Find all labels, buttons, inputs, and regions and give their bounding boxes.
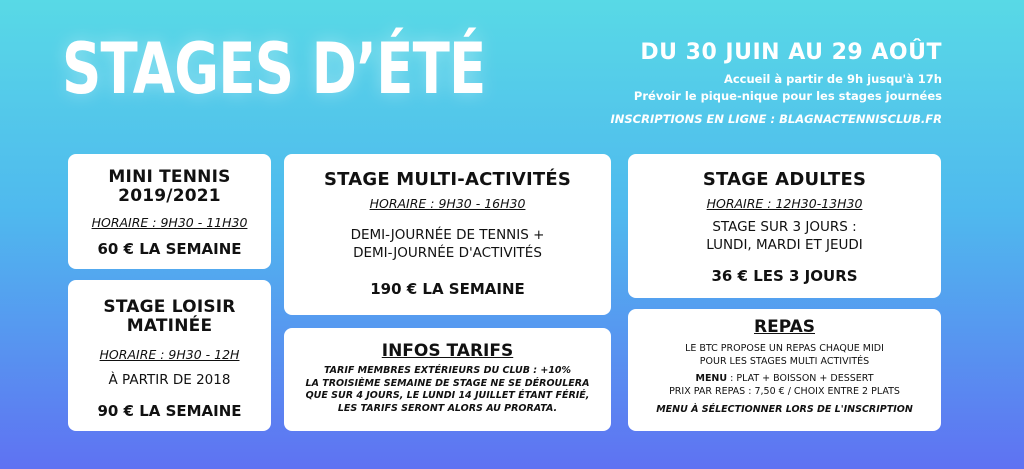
card-price: 190 € LA SEMAINE — [370, 280, 525, 298]
card-title: STAGE MULTI-ACTIVITÉS — [323, 169, 572, 190]
repas-menu — [628, 373, 941, 386]
dates-heading: DU 30 JUIN AU 29 AOÛT — [640, 40, 942, 65]
card-price: 90 € LA SEMAINE — [97, 402, 242, 420]
card-mini-tennis — [68, 154, 271, 269]
card-stage-loisir — [68, 280, 271, 431]
picnic-text: Prévoir le pique-nique pour les stages journées — [633, 89, 942, 103]
card-schedule: HORAIRE : 12H30-13H30 — [706, 196, 863, 211]
card-stage-adultes — [628, 154, 941, 298]
card-title: STAGE ADULTES — [702, 169, 867, 190]
card-multi-activites — [284, 154, 611, 315]
page-title: STAGES D’ÉTÉ — [62, 28, 486, 110]
menu-label: MENU — [695, 373, 728, 384]
repas-note: MENU À SÉLECTIONNER LORS DE L'INSCRIPTION — [656, 404, 913, 415]
card-title: MINI TENNIS — [108, 167, 231, 187]
card-schedule: HORAIRE : 9H30 - 16H30 — [369, 196, 526, 211]
card-title: REPAS — [753, 317, 815, 337]
menu-text: : PLAT + BOISSON + DESSERT — [727, 373, 874, 384]
hours-text: Accueil à partir de 9h jusqu'à 17h — [723, 72, 942, 86]
card-title: MATINÉE — [126, 316, 213, 336]
card-text: DEMI-JOURNÉE D'ACTIVITÉS — [353, 245, 542, 261]
card-schedule: HORAIRE : 9H30 - 11H30 — [91, 215, 248, 230]
info-line: QUE SUR 4 JOURS, LE LUNDI 14 JUILLET ÉTANT FÉRIÉ, — [305, 390, 590, 401]
card-price: 60 € LA SEMAINE — [97, 240, 242, 258]
card-text: LUNDI, MARDI ET JEUDI — [706, 237, 863, 253]
repas-text: POUR LES STAGES MULTI ACTIVITÉS — [699, 355, 870, 367]
card-repas — [628, 309, 941, 431]
repas-price: PRIX PAR REPAS : 7,50 € / CHOIX ENTRE 2 PLATS — [669, 385, 900, 397]
info-line: LA TROISIÈME SEMAINE DE STAGE NE SE DÉROULERA — [305, 377, 590, 389]
card-text: STAGE SUR 3 JOURS : — [712, 219, 857, 235]
card-title: STAGE LOISIR — [103, 297, 236, 317]
repas-text: LE BTC PROPOSE UN REPAS CHAQUE MIDI — [685, 343, 884, 354]
card-text: À PARTIR DE 2018 — [108, 372, 231, 388]
info-line: TARIF MEMBRES EXTÉRIEURS DU CLUB : +10% — [323, 365, 572, 376]
card-text: DEMI-JOURNÉE DE TENNIS + — [350, 227, 545, 243]
card-infos-tarifs — [284, 328, 611, 431]
card-schedule: HORAIRE : 9H30 - 12H — [99, 347, 240, 362]
info-line: LES TARIFS SERONT ALORS AU PRORATA. — [337, 402, 558, 414]
header-info — [611, 40, 943, 126]
card-title: INFOS TARIFS — [381, 341, 514, 361]
card-title: 2019/2021 — [118, 186, 221, 206]
card-price: 36 € LES 3 JOURS — [711, 267, 858, 285]
registration-text: INSCRIPTIONS EN LIGNE : BLAGNACTENNISCLUB.FR — [610, 112, 942, 126]
